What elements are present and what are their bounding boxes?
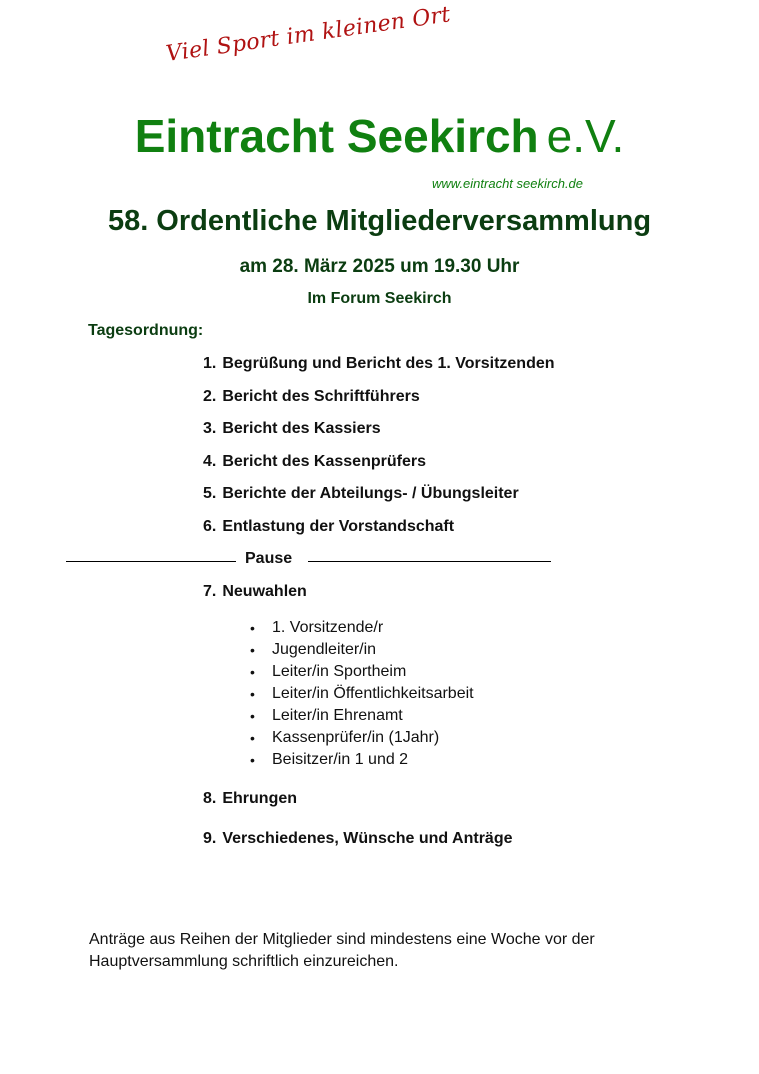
website-link[interactable]: www.eintracht seekirch.de [432,176,584,191]
bullet-icon: • [250,664,255,680]
agenda-item-9 [203,830,513,848]
club-name: Eintracht Seekirch [134,110,539,162]
agenda-item-number: 1. [203,355,217,372]
bullet-icon: • [250,752,255,768]
agenda-item-number: 5. [203,485,217,502]
pause-label: Pause [245,550,293,567]
agenda-item-number: 9. [203,830,217,847]
bullet-icon: • [250,708,255,724]
club-suffix: e.V. [546,110,625,162]
agenda-item-number: 6. [203,518,217,535]
election-position: Leiter/in Sportheim [272,663,407,680]
elections-list [250,617,474,771]
bullet-icon: • [250,686,255,702]
meeting-location: Im Forum Seekirch [307,290,452,307]
agenda-item-label: Begrüßung und Bericht des 1. Vorsitzenden [222,355,555,372]
agenda-item-6 [203,518,454,536]
list-item [250,683,474,705]
agenda-item-3 [203,420,381,438]
agenda-item-5 [203,485,519,503]
club-slogan: Viel Sport im kleinen Ort [164,2,453,67]
agenda-item-label: Bericht des Schriftführers [222,388,420,405]
list-item [250,749,474,771]
election-position: Kassenprüfer/in (1Jahr) [272,729,440,746]
election-position: Jugendleiter/in [272,641,377,658]
agenda-item-8 [203,790,297,808]
election-position: Beisitzer/in 1 und 2 [272,751,409,768]
agenda-item-number: 2. [203,388,217,405]
footer-note: Anträge aus Reihen der Mitglieder sind mindestens eine Woche vor der Hauptversammlung schriftlich einzureichen. [89,931,595,970]
agenda-item-label: Bericht des Kassiers [222,420,381,437]
election-position: Leiter/in Öffentlichkeitsarbeit [272,685,474,702]
agenda-item-number: 8. [203,790,217,807]
agenda-item-label: Bericht des Kassenprüfers [222,453,426,470]
list-item [250,639,474,661]
meeting-date: am 28. März 2025 um 19.30 Uhr [239,256,520,277]
agenda-item-number: 4. [203,453,217,470]
agenda-item-label: Neuwahlen [222,583,307,600]
pause-divider-right [308,561,551,562]
agenda-item-label: Verschiedenes, Wünsche und Anträge [222,830,513,847]
election-position: Leiter/in Ehrenamt [272,707,403,724]
agenda-item-4 [203,453,426,471]
agenda-item-label: Entlastung der Vorstandschaft [222,518,455,535]
list-item [250,727,474,749]
agenda-item-7 [203,583,307,601]
bullet-icon: • [250,620,255,636]
agenda-item-label: Ehrungen [222,790,298,807]
bullet-icon: • [250,730,255,746]
bullet-icon: • [250,642,255,658]
agenda-item-number: 3. [203,420,217,437]
list-item [250,617,474,639]
list-item [250,705,474,727]
list-item [250,661,474,683]
pause-divider-left [66,561,236,562]
agenda-item-2 [203,388,420,406]
club-name-heading [0,108,759,164]
election-position: 1. Vorsitzende/r [272,619,384,636]
agenda-item-number: 7. [203,583,217,600]
agenda-item-1 [203,355,555,373]
meeting-title: 58. Ordentliche Mitgliederversammlung [107,205,652,237]
agenda-item-label: Berichte der Abteilungs- / Übungsleiter [222,485,519,502]
agenda-heading: Tagesordnung: [88,322,204,339]
